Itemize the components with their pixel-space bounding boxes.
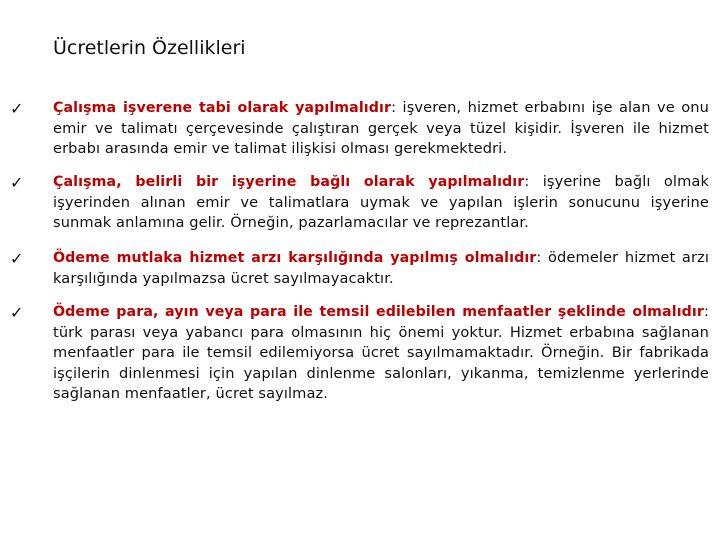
check-mark-icon: ✓	[10, 99, 24, 118]
bullet-lead: Ödeme mutlaka hizmet arzı karşılığında yapılmış olmalıdır	[53, 250, 537, 266]
bullet-text: : ödemeler hizmet arzı karşılığında yapılmazsa ücret sayılmayacaktır.	[53, 249, 709, 287]
bullet-item-employer	[10, 98, 710, 160]
bullet-text: : işyerine bağlı olmak işyerinden alınan emir ve talimatlara uymak ve yapılan işlerin sonucunu işyerine sunmak anlamına gelir. Örneğin, pazarlamacılar ve reprezantlar.	[53, 173, 709, 231]
bullet-text: : türk parası veya yabancı para olmasının hiç önemi yoktur. Hizmet erbabına sağlanan menfaatler para ile temsil edilemiyorsa ücret sayılmamaktadır. Örneğin. Bir fabrikada işçilerin dinlenmesi için yapılan dinlenme salonları, yıkanma, temizlenme yerlerinde sağlanan menfaatler, ücret sayılmaz.	[53, 303, 709, 402]
check-mark-icon: ✓	[10, 173, 24, 192]
check-mark-icon: ✓	[10, 303, 24, 322]
bullet-lead: Ödeme para, ayın veya para ile temsil edilebilen menfaatler şeklinde olmalıdır	[53, 304, 704, 320]
bullet-text: : işveren, hizmet erbabını işe alan ve onu emir ve talimatı çerçevesinde çalıştıran gerçek veya tüzel kişidir. İşveren ile hizmet erbabı arasında emir ve talimat ilişkisi olması gerekmektedri.	[53, 99, 710, 157]
bullet-item-workplace	[10, 172, 709, 234]
bullet-lead: Çalışma, belirli bir işyerine bağlı olarak yapılmalıdır	[53, 174, 525, 190]
slide-title: Ücretlerin Özellikleri	[53, 37, 246, 59]
bullet-item-payment	[10, 302, 709, 405]
check-mark-icon: ✓	[10, 249, 24, 268]
bullet-item-service	[10, 248, 709, 289]
bullet-lead: Çalışma işverene tabi olarak yapılmalıdır	[53, 100, 392, 116]
